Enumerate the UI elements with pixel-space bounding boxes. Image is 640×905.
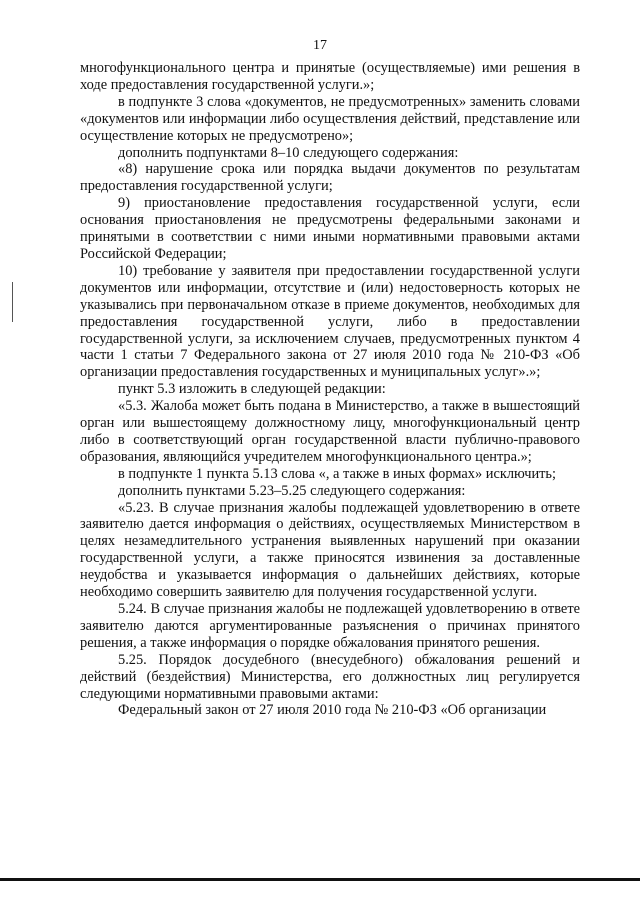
paragraph-2: дополнить подпунктами 8–10 следующего содержания: <box>118 144 459 161</box>
paragraph-8: в подпункте 1 пункта 5.13 слова «, а также в иных формах» исключить; <box>118 465 556 482</box>
bottom-scan-edge <box>0 878 640 881</box>
paragraph-4: 9) приостановление предоставления государственной услуги, если основания приостановления не предусмотрены федеральными законами и принятыми в соответствии с ними иными нормативными правовыми актами Российской Федерации; <box>80 195 580 262</box>
paragraph-0: многофункционального центра и принятые (осуществляемые) ими решения в ходе предоставления государственной услуги.»; <box>80 60 580 93</box>
margin-mark <box>12 282 13 322</box>
paragraph-9: дополнить пунктами 5.23–5.25 следующего содержания: <box>118 482 466 499</box>
paragraph-5: 10) требование у заявителя при предоставлении государственной услуги документов или информации, отсутствие и (или) недостоверность которых не указывались при первоначальном отказе в приеме документов, необходимых для предоставления государственной услуги, либо в предоставлении государственной услуги, за исключением случаев, предусмотренных пунктом 4 части 1 статьи 7 Федерального закона от 27 июля 2010 года № 210-ФЗ «Об организации предоставления государственных и муниципальных услуг».»; <box>80 262 580 381</box>
paragraph-3: «8) нарушение срока или порядка выдачи документов по результатам предоставления государственной услуги; <box>80 161 580 195</box>
page-number: 17 <box>313 38 327 53</box>
paragraph-13: Федеральный закон от 27 июля 2010 года № 210-ФЗ «Об организации <box>118 702 547 719</box>
paragraph-11: 5.24. В случае признания жалобы не подлежащей удовлетворению в ответе заявителю даются аргументированные разъяснения о причинах принятого решения, а также информация о порядке обжалования принятого решения. <box>80 601 580 651</box>
paragraph-7: «5.3. Жалоба может быть подана в Министерство, а также в вышестоящий орган или вышестоящему должностному лицу, многофункциональный центр либо в соответствующий орган государственной власти публично-правового образования, являющийся учредителем многофункционального центра.»; <box>80 398 580 465</box>
paragraph-1: в подпункте 3 слова «документов, не предусмотренных» заменить словами «документов или информации либо осуществления действий, представление или осуществление которых не предусмотрено»; <box>80 93 580 144</box>
paragraph-10: «5.23. В случае признания жалобы подлежащей удовлетворению в ответе заявителю дается информация о действиях, осуществляемых Министерством в целях незамедлительного устранения выявленных нарушений при оказании государственной услуги, а также приносятся извинения за доставленные неудобства и указывается информация о дальнейших действиях, которые необходимо совершить заявителю для получения государственной услуги. <box>80 499 580 601</box>
paragraph-12: 5.25. Порядок досудебного (внесудебного) обжалования решений и действий (бездействия) Министерства, его должностных лиц регулируется следующими нормативными правовыми актами: <box>80 651 580 702</box>
paragraph-6: пункт 5.3 изложить в следующей редакции: <box>118 381 386 398</box>
document-body <box>80 60 580 719</box>
